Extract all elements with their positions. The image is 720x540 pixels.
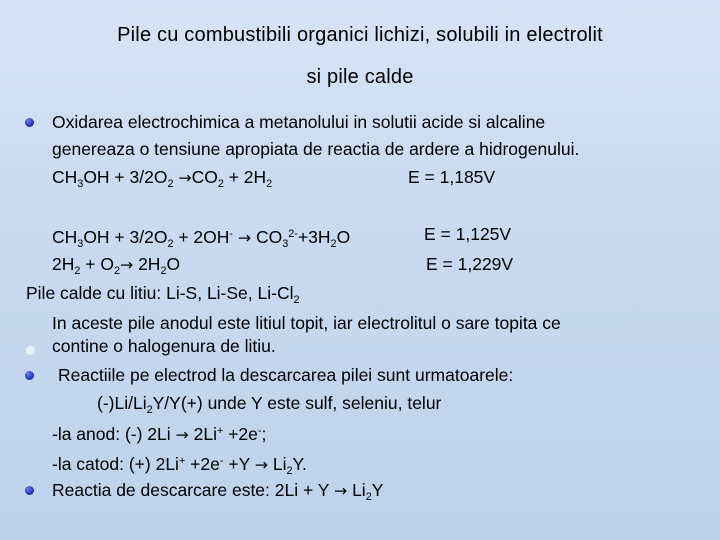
equation-3: $2H_2 + O_2\to 2H_2O$ xyxy=(52,254,181,277)
bullet-icon xyxy=(25,118,34,127)
right-arrow-icon: → xyxy=(175,424,189,444)
cathode-reaction-d: Li xyxy=(272,453,287,474)
discharge-reaction: Reactia de descarcare este: $2Li + Y \to Li_2Y$ xyxy=(52,480,384,503)
slide-title-line2: si pile calde xyxy=(306,66,414,88)
hot-cells-desc-line2: contine o halogenura de litiu. xyxy=(52,336,276,356)
hot-cells-desc-line1: In aceste pile anodul este litiul topit, iar electrolitul o sare topita ce xyxy=(52,313,561,333)
cathode-reaction-e: Y. xyxy=(292,453,307,474)
slide-title-line1: Pile cu combustibili organici lichizi, solubili in electrolit xyxy=(117,24,603,46)
hot-cells-line xyxy=(26,283,300,310)
bullet-icon xyxy=(25,486,34,495)
hot-cells-heading: Pile calde cu litiu: xyxy=(26,283,162,303)
equation-1-energy: E = 1,185V xyxy=(408,167,496,187)
para1-line1: Oxidarea electrochimica a metanolului in solutii acide si alcaline xyxy=(52,112,546,132)
anode-reaction: -la anod: (-) 2Li → 2Li+ +2e-; xyxy=(52,423,267,444)
hot-cells-types-sub: 2 xyxy=(293,293,300,306)
equation-2-energy: E = 1,125V xyxy=(424,224,512,244)
cathode-reaction-b: +2e xyxy=(190,453,220,474)
anode-reaction-b: 2Li xyxy=(193,423,217,444)
right-arrow-icon: → xyxy=(254,454,268,474)
para1-line2: genereaza o tensiune apropiata de reactia de ardere a hidrogenului. xyxy=(52,139,580,159)
cell-notation xyxy=(97,393,441,420)
anode-reaction-c: +2e xyxy=(228,423,258,444)
right-arrow-icon: → xyxy=(178,168,192,187)
equation-2: $CH_3OH + 3/2O_2 + 2OH^- \to CO_3^{2-}+3H_2O$ xyxy=(52,226,351,250)
equation-1: $CH_3OH + 3/2O_2 \to CO_2 + 2H_2$ xyxy=(52,167,273,190)
discharge-reaction-c: Y xyxy=(371,480,384,500)
cell-notation-b: Y/Y(+) unde Y este sulf, seleniu, telur xyxy=(152,393,442,413)
cell-notation-a: (-)Li/Li xyxy=(97,393,147,413)
right-arrow-icon: → xyxy=(120,255,134,274)
cathode-reaction-a: -la catod: (+) 2Li xyxy=(52,453,179,474)
reactions-intro: Reactiile pe electrod la descarcarea pilei sunt urmatoarele: xyxy=(58,365,514,385)
right-arrow-icon: → xyxy=(333,481,348,500)
equation-3-energy: E = 1,229V xyxy=(426,254,514,274)
cathode-reaction: -la catod: (+) $2Li^+ +2e^- +Y \to Li_2Y$. xyxy=(52,453,307,477)
right-arrow-icon: → xyxy=(237,227,252,247)
hot-cells-types: Li-S, Li-Se, Li-Cl xyxy=(166,283,294,303)
discharge-reaction-a: Reactia de descarcare este: 2Li + Y xyxy=(52,480,330,500)
cell-notation-sub: 2 xyxy=(146,403,153,416)
anode-reaction-d: ; xyxy=(261,423,267,444)
anode-reaction-a: -la anod: (-) 2Li xyxy=(52,423,171,444)
discharge-reaction-b: Li xyxy=(352,480,366,500)
cathode-reaction-c: +Y xyxy=(228,453,250,474)
bullet-icon xyxy=(25,371,34,380)
bullet-icon xyxy=(26,346,35,355)
